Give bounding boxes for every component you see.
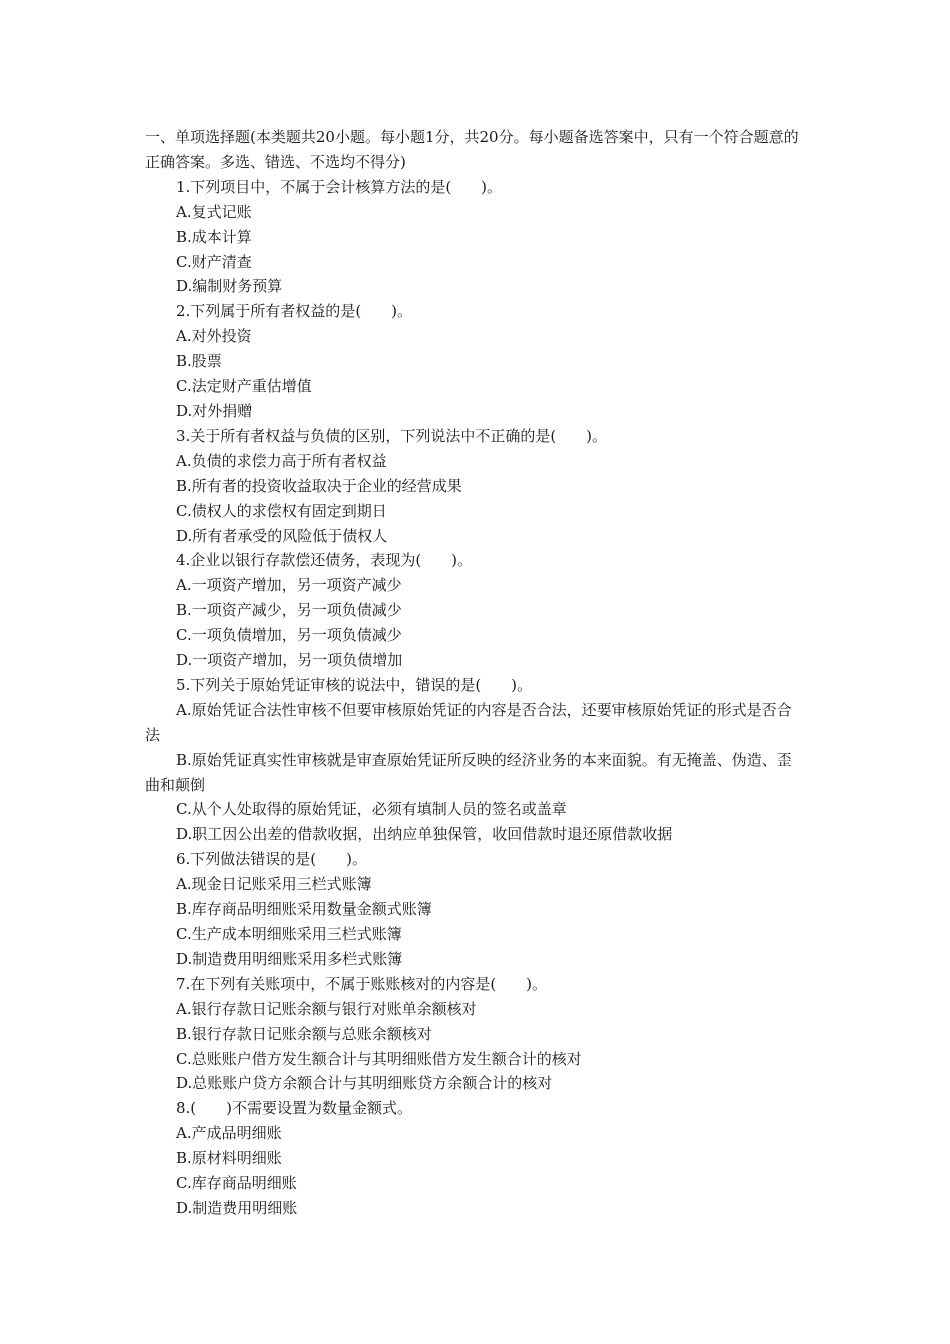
question-stem: 2.下列属于所有者权益的是( )。 <box>176 302 413 321</box>
answer-option: C.从个人处取得的原始凭证，必须有填制人员的签名或盖章 <box>176 800 567 819</box>
answer-option: D.职工因公出差的借款收据，出纳应单独保管，收回借款时退还原借款收据 <box>176 825 673 844</box>
question-block <box>145 1096 805 1221</box>
question-block <box>145 847 805 972</box>
question-block <box>145 673 805 847</box>
answer-option: A.负债的求偿力高于所有者权益 <box>176 451 387 470</box>
question-stem: 5.下列关于原始凭证审核的说法中，错误的是( )。 <box>176 675 533 694</box>
answer-option: A.银行存款日记账余额与银行对账单余额核对 <box>176 999 477 1018</box>
answer-option: D.一项资产增加，另一项负债增加 <box>176 651 403 670</box>
answer-option: B.库存商品明细账采用数量金额式账簿 <box>176 900 432 919</box>
question-block <box>145 299 805 424</box>
answer-option: C.库存商品明细账 <box>176 1174 297 1193</box>
question-list <box>145 175 805 1221</box>
question-stem: 3.关于所有者权益与负债的区别，下列说法中不正确的是( )。 <box>176 426 608 445</box>
answer-option: D.编制财务预算 <box>176 277 283 296</box>
document-page <box>145 125 805 1221</box>
answer-option: D.制造费用明细账 <box>176 1198 298 1217</box>
answer-option: C.财产清查 <box>176 252 252 271</box>
answer-option: B.所有者的投资收益取决于企业的经营成果 <box>176 476 462 495</box>
question-stem: 4.企业以银行存款偿还债务，表现为( )。 <box>176 551 473 570</box>
section-header: 一、单项选择题(本类题共20小题。每小题1分，共20分。每小题备选答案中，只有一个符合题意的正确答案。多选、错选、不选均不得分) <box>145 128 799 171</box>
question-stem: 1.下列项目中，不属于会计核算方法的是( )。 <box>176 177 503 196</box>
question-block <box>145 548 805 673</box>
answer-option: A.一项资产增加，另一项资产减少 <box>176 576 402 595</box>
answer-option: A.对外投资 <box>176 327 252 346</box>
question-block <box>145 972 805 1097</box>
answer-option: C.生产成本明细账采用三栏式账簿 <box>176 925 402 943</box>
answer-option: D.制造费用明细账采用多栏式账簿 <box>176 949 403 968</box>
answer-option: C.一项负债增加，另一项负债减少 <box>176 626 402 645</box>
question-block <box>145 175 805 300</box>
question-stem: 8.( )不需要设置为数量金额式。 <box>176 1099 413 1118</box>
answer-option: B.成本计算 <box>176 227 252 246</box>
answer-option: D.总账账户贷方余额合计与其明细账贷方余额合计的核对 <box>176 1074 553 1093</box>
answer-option: B.一项资产减少，另一项负债减少 <box>176 601 402 620</box>
answer-option: B.银行存款日记账余额与总账余额核对 <box>176 1024 432 1043</box>
answer-option: A.原始凭证合法性审核不但要审核原始凭证的内容是否合法，还要审核原始凭证的形式是否合法 <box>145 700 792 744</box>
answer-option: C.总账账户借方发生额合计与其明细账借方发生额合计的核对 <box>176 1049 582 1068</box>
answer-option: A.现金日记账采用三栏式账簿 <box>176 875 372 894</box>
answer-option: B.原始凭证真实性审核就是审查原始凭证所反映的经济业务的本来面貌。有无掩盖、伪造、歪曲和颠倒 <box>145 750 792 794</box>
question-stem: 6.下列做法错误的是( )。 <box>176 850 368 869</box>
question-block <box>145 424 805 549</box>
answer-option: D.对外捐赠 <box>176 401 253 420</box>
answer-option: D.所有者承受的风险低于债权人 <box>176 526 388 545</box>
answer-option: C.法定财产重估增值 <box>176 377 312 396</box>
answer-option: B.原材料明细账 <box>176 1149 282 1168</box>
answer-option: B.股票 <box>176 352 222 371</box>
question-stem: 7.在下列有关账项中，不属于账账核对的内容是( )。 <box>176 974 548 993</box>
answer-option: A.复式记账 <box>176 202 252 221</box>
answer-option: A.产成品明细账 <box>176 1124 282 1143</box>
answer-option: C.债权人的求偿权有固定到期日 <box>176 501 387 520</box>
